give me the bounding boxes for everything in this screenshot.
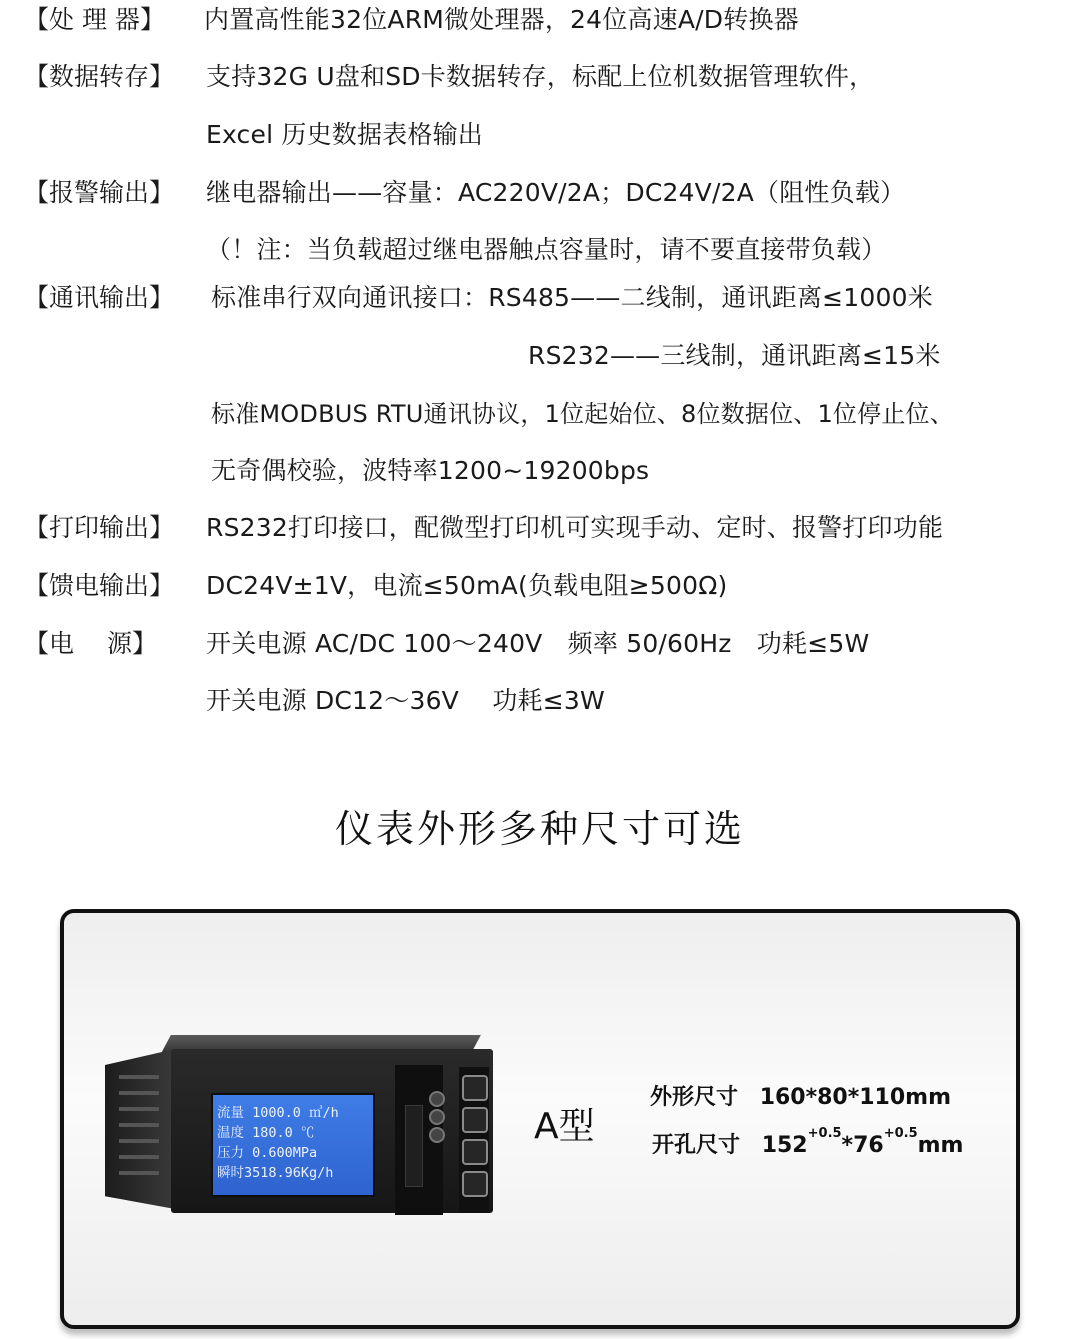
alarm-text-2: （！注：当负载超过继电器触点容量时，请不要直接带负载） <box>206 235 887 264</box>
storage-text-2: Excel 历史数据表格输出 <box>206 120 483 149</box>
cutout-height: 76 <box>853 1133 884 1158</box>
outer-size-row <box>650 1080 951 1111</box>
lcd-screen <box>211 1093 375 1197</box>
model-name: A型 <box>534 1106 595 1147</box>
lcd-row-pressure: 压力 0.600MPa <box>217 1145 318 1161</box>
cutout-separator: * <box>841 1133 854 1158</box>
comm-label: 【通讯输出】 <box>24 283 175 312</box>
processor-text: 内置高性能32位ARM微处理器，24位高速A/D转换器 <box>204 5 799 34</box>
indicator-light <box>429 1091 445 1107</box>
feed-text: DC24V±1V，电流≤50mA(负载电阻≥500Ω) <box>206 571 728 600</box>
feed-label: 【馈电输出】 <box>24 571 175 600</box>
device-key <box>462 1075 488 1101</box>
processor-label: 【处 理 器】 <box>24 5 165 34</box>
storage-text-1: 支持32G U盘和SD卡数据转存，标配上位机数据管理软件， <box>206 62 875 91</box>
indicator-light <box>429 1127 445 1143</box>
power-text-1: 开关电源 AC/DC 100～240V 频率 50/60Hz 功耗≤5W <box>206 629 870 658</box>
device-key <box>462 1139 488 1165</box>
cutout-size-row <box>652 1128 963 1159</box>
alarm-label: 【报警输出】 <box>24 178 175 207</box>
cutout-width: 152 <box>761 1133 808 1158</box>
device-side <box>105 1049 175 1209</box>
device-image <box>105 1035 495 1215</box>
power-label: 【电 源】 <box>24 629 157 658</box>
comm-text-3: 标准MODBUS RTU通讯协议，1位起始位、8位数据位、1位停止位、 <box>211 400 954 428</box>
storage-label: 【数据转存】 <box>24 62 175 91</box>
print-label: 【打印输出】 <box>24 513 175 542</box>
cutout-height-tolerance: +0.5 <box>883 1126 918 1141</box>
alarm-text-1: 继电器输出——容量：AC220V/2A；DC24V/2A（阻性负载） <box>206 178 906 207</box>
print-text: RS232打印接口，配微型打印机可实现手动、定时、报警打印功能 <box>206 513 944 542</box>
lcd-row-instant: 瞬时3518.96Kg/h <box>217 1165 334 1181</box>
card-slot <box>405 1105 423 1187</box>
comm-text-2: RS232——三线制，通讯距离≤15米 <box>528 341 941 370</box>
comm-text-1: 标准串行双向通讯接口：RS485——二线制，通讯距离≤1000米 <box>211 283 933 312</box>
power-text-2: 开关电源 DC12～36V 功耗≤3W <box>206 686 605 715</box>
device-key <box>462 1107 488 1133</box>
indicator-light <box>429 1109 445 1125</box>
lcd-row-temp: 温度 180.0 ℃ <box>217 1125 315 1141</box>
cutout-unit: mm <box>917 1133 964 1158</box>
comm-text-4: 无奇偶校验，波特率1200~19200bps <box>211 456 650 485</box>
cutout-size-label: 开孔尺寸 <box>652 1133 741 1158</box>
lcd-row-flow: 流量 1000.0 ㎥/h <box>217 1105 339 1121</box>
device-key <box>462 1171 488 1197</box>
outer-size-label: 外形尺寸 <box>650 1085 739 1110</box>
section-heading: 仪表外形多种尺寸可选 <box>334 807 745 851</box>
outer-size-value: 160*80*110mm <box>759 1085 952 1110</box>
cutout-width-tolerance: +0.5 <box>807 1126 842 1141</box>
